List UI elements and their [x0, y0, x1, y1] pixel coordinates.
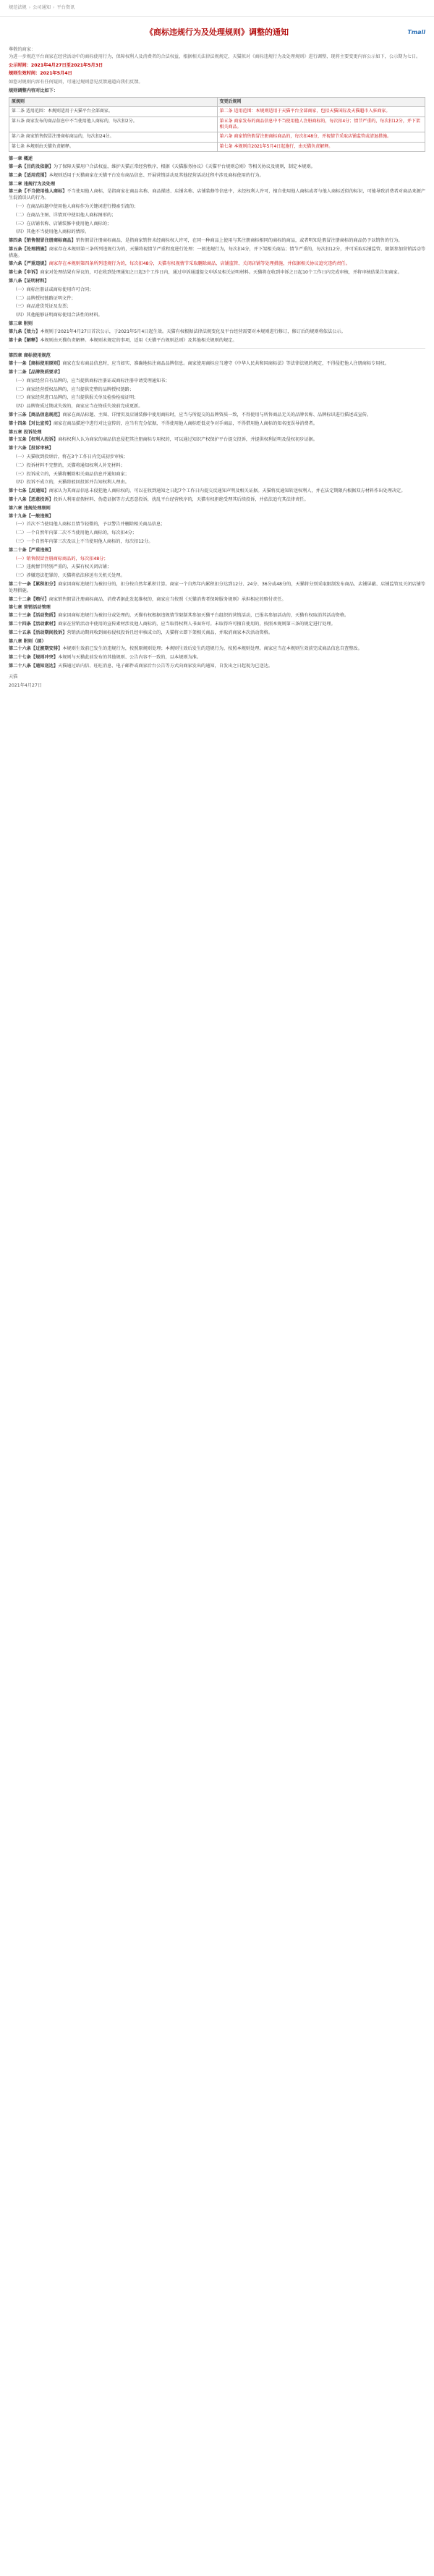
article-title: 第二十六条【过渡期安排】	[9, 646, 63, 652]
article-title: 第十五条【权利人投诉】	[9, 437, 59, 443]
chapter-title: 第一章 概述	[9, 156, 33, 162]
table-cell: 第五条 商家发布的商品信息中不当使用他人商标的，每次扣2分。	[9, 116, 218, 132]
signoff	[9, 674, 425, 690]
article-title: 第二十五条【活动期间投诉】	[9, 630, 67, 635]
article-title: 第七条【申诉】	[9, 270, 41, 276]
article-title: 第十七条【反通知】	[9, 488, 49, 494]
table-cell: 第七条 本规则由天猫负责解释。	[9, 142, 218, 151]
article-title: 第二十三条【活动资质】	[9, 613, 59, 619]
article-text: 销售假冒注册商标商品，是指商家销售未经商标权人许可，在同一种商品上使用与其注册商标相同的商标的商品，或者明知是假冒注册商标的商品仍予以销售的行为。	[75, 238, 403, 244]
list-item: （三）投诉成立的，天猫将删除相关商品信息并通知商家；	[13, 471, 129, 477]
notice-meta	[9, 47, 425, 86]
list-item: （一）在商品标题中使用他人商标作为关键词进行搜索引流的；	[13, 203, 139, 209]
table-cell: 第五条 商家发布的商品信息中不当使用他人注册商标的，每次扣4分；情节严重的，每次扣12分，并下架相关商品。	[217, 116, 425, 132]
article-title: 第二十八条【通知送达】	[9, 663, 59, 669]
breadcrumb-separator: ›	[28, 4, 31, 10]
breadcrumb-item[interactable]: 公司通知	[33, 4, 51, 10]
list-item: （二）投诉材料不完整的，天猫将通知权利人补充材料；	[13, 462, 125, 468]
list-item: （二）在商品主图、详情页中使用他人商标图形的；	[13, 212, 116, 218]
list-item: （三）涉嫌违法犯罪的，天猫将依法移送有关机关处理。	[13, 573, 125, 579]
article-title: 第六条【严重违规】	[9, 261, 49, 267]
article-text: 本规则由天猫负责解释。本规则未规定的事项，适用《天猫平台规则总则》及其他相关规则的规定。	[40, 337, 237, 343]
signoff-name: 天猫	[9, 674, 18, 679]
list-item: （三）商品进货凭证及发票；	[13, 304, 72, 310]
signoff-date: 2021年4月27日	[9, 682, 43, 688]
list-item: （三）一个自然年内第三次及以上不当使用他人商标的，每次扣12分。	[13, 538, 153, 544]
table-header-cell: 变更后规则	[217, 97, 425, 106]
list-item: （一）首次不当使用他人商标且情节轻微的，予以警告并删除相关商品信息；	[13, 522, 166, 528]
article-title: 第一条【目的及依据】	[9, 164, 54, 169]
article-title: 第三条【不当使用他人商标】	[9, 189, 67, 195]
intro-label: 尊敬的商家：	[9, 47, 36, 52]
table-cell: 第六条 商家销售假冒注册商标商品的，每次扣48分，并视情节采取店铺监管或清退措施。	[217, 132, 425, 142]
chapter-title: 第三章 附则	[9, 321, 33, 327]
list-item: （四）其他不当使用他人商标的情形。	[13, 229, 90, 235]
article	[0, 17, 434, 689]
list-item: （二）一个自然年内第二次不当使用他人商标的，每次扣4分；	[13, 530, 137, 536]
change-table	[9, 97, 425, 152]
chapter-title: 第八章 附则（续）	[9, 638, 46, 644]
list-item: （一）天猫收到投诉后，将在3个工作日内完成初步审核；	[13, 454, 128, 460]
page-title: 《商标违规行为及处理规则》调整的通知	[145, 27, 289, 37]
chapter-title: 第二章 违规行为及处理	[9, 181, 56, 187]
article-title: 第十一条【商标使用原则】	[9, 361, 63, 367]
list-item: （二）商家经营授权品牌的，应当提供完整的品牌授权链路；	[13, 386, 135, 392]
table-header-cell: 原规则	[9, 97, 218, 106]
article-title: 第二十一条【累积扣分】	[9, 581, 59, 587]
article-text: 本规则生效前已发生的违规行为，按照原规则处理；本规则生效后发生的违规行为，按照本规则处理。商家应当在本规则生效前完成商品信息自查整改。	[62, 646, 362, 652]
table-cell: 第六条 商家销售假冒注册商标商品的，每次扣24分。	[9, 132, 218, 142]
article-title: 第十条【解释】	[9, 337, 41, 343]
article-text: 商家存在本规则第四条所列违规行为的，每次扣48分，天猫有权视情节采取删除商品、店铺监管、关闭店铺等处理措施，并依据相关协议追究违约责任。	[48, 261, 350, 267]
brand-logo: Tmall	[407, 29, 425, 35]
article-title: 第二十四条【活动素材】	[9, 621, 59, 627]
article-text: 商家销售假冒注册商标商品，消费者据此发起维权的，商家应当按照《天猫消费者保障服务规则》承担相应的赔付责任。	[48, 596, 286, 602]
intro-text: 为进一步规范平台商家在经营活动中的商标使用行为，保障权利人及消费者的合法权益，根据相关法律法规规定，天猫拟对《商标违规行为及处理规则》进行调整，现将主要变更内容公示如下，公示期为七日。	[9, 54, 421, 59]
article-text: 商标权利人认为商家的商品信息侵犯其注册商标专用权的，可以通过知识产权保护平台提交投诉，并提供权利证明及侵权初步证据。	[58, 437, 318, 443]
publish-time: 公示时间：2021年4月27日至2021年5月3日	[9, 62, 103, 68]
divider	[9, 348, 425, 349]
article-text: 本规则适用于天猫商家在天猫平台发布商品信息、开展营销活动及其他经营活动过程中涉及商标使用的行为。	[48, 172, 264, 178]
article-title: 第十三条【商品信息规范】	[9, 412, 63, 418]
article-title: 第十九条【一般违规】	[9, 513, 54, 519]
list-item: （四）品牌资质过期或失效的，商家应当在资质失效前完成更新。	[13, 404, 143, 410]
article-text: 商家在商品描述中进行对比宣传的，应当有充分依据，不得使用他人商标贬低竞争对手商品，不得借用他人商标的知名度误导消费者。	[53, 420, 318, 426]
article-title: 第二十二条【赔付】	[9, 596, 49, 602]
article-text: 商家对处理结果有异议的，可在收到处理通知之日起3个工作日内，通过申诉通道提交申诉及相关证明材料。天猫将在收到申诉之日起10个工作日内完成审核，并将审核结果告知商家。	[40, 270, 402, 276]
table-cell: 第二条 适用范围：本规则适用于天猫平台全部商家，包括天猫国际及天猫超市入驻商家。	[217, 107, 425, 116]
breadcrumb-item[interactable]: 平台资讯	[56, 4, 75, 10]
chapter-title: 第四章 商标使用规范	[9, 353, 51, 359]
chapter-title: 第七章 营销活动管理	[9, 605, 51, 611]
breadcrumb	[0, 0, 434, 17]
article-title: 第八条【证明材料】	[9, 279, 49, 284]
article-text: 商家在商品标题、主图、详情页及店铺装修中使用商标时，应当与所提交的品牌资质一致，不得使用与所售商品无关的品牌名称、品牌标识进行描述或宣传。	[62, 412, 372, 418]
table-row	[9, 116, 425, 132]
list-item: （一）销售假冒注册商标商品的，每次扣48分；	[13, 556, 109, 562]
table-cell: 第二条 适用范围：本规则适用于天猫平台全部商家。	[9, 107, 218, 116]
article-title: 第四条【销售假冒注册商标商品】	[9, 238, 76, 244]
article-title: 第二十条【严重违规】	[9, 547, 54, 553]
article-text: 商家在发布商品信息时，应当如实、准确地标注商品品牌信息。商家使用商标应当遵守《中华人民共和国商标法》等法律法规的规定，不得侵犯他人注册商标专用权。	[62, 361, 389, 367]
article-text: 商家因商标违规行为被扣分的，扣分按自然年累积计算。商家一个自然年内累积扣分达到12分、24分、36分或48分的，天猫将分别采取限制发布商品、店铺屏蔽、店铺监管及关闭店铺等处理措施。	[9, 581, 425, 593]
table-row	[9, 132, 425, 142]
article-text: 商家认为其商品信息未侵犯他人商标权的，可以在收到通知之日起7个工作日内提交反通知声明及相关证据。天猫将反通知转送权利人，并在法定期限内根据双方材料作出处理决定。	[48, 488, 406, 494]
article-title: 第二十七条【规则冲突】	[9, 655, 59, 661]
table-cell: 第七条 本规则自2021年5月4日起施行，由天猫负责解释。	[217, 142, 425, 151]
article-text: 本规则与天猫此前发布的其他规则、公告内容不一致的，以本规则为准。	[58, 655, 202, 661]
title-row	[9, 21, 425, 47]
table-caption: 规则调整内容对比如下：	[9, 88, 59, 93]
article-title: 第二条【适用范围】	[9, 172, 49, 178]
article-title: 第十二条【品牌资质要求】	[9, 370, 63, 376]
article-text: 商家存在本规则第三条所列违规行为的，天猫将视情节严重程度进行处理：一般违规行为，每次扣4分，并下架相关商品；情节严重的，每次扣12分，并可采取店铺监管、限制参加营销活动等措施。	[9, 246, 426, 258]
article-text: 天猫通过站内信、旺旺消息、电子邮件或商家后台公告等方式向商家发出的通知，自发出之日起视为已送达。	[58, 663, 273, 669]
article-text: 营销活动期间收到商标侵权投诉且经审核成立的，天猫将立即下架相关商品，并取消商家本次活动资格。	[67, 630, 273, 635]
article-text: 不当使用他人商标，是指商家在商品名称、商品描述、店铺名称、店铺装修等信息中，未经权利人许可，擅自使用他人商标或者与他人商标近似的标识，可能导致消费者对商品来源产生混淆误认的行为。	[9, 189, 426, 201]
list-item: （二）违规情节特别严重的，天猫有权关闭店铺；	[13, 564, 112, 570]
list-item: （三）在店铺名称、店铺装修中使用他人商标的；	[13, 221, 112, 226]
list-item: （四）投诉不成立的，天猫将驳回投诉并告知权利人理由。	[13, 480, 129, 486]
article-text: 商家在营销活动中使用的宣传素材涉及他人商标的，应当取得权利人书面许可。未取得许可擅自使用的，按照本规则第三条的规定进行处理。	[58, 621, 336, 627]
effective-time: 规则生效时间：2021年5月4日	[9, 71, 72, 77]
list-item: （一）商家经营自有品牌的，应当提供商标注册证或商标注册申请受理通知书；	[13, 378, 170, 384]
chapter-title: 第五章 投诉处理	[9, 429, 42, 435]
list-item: （一）商标注册证或商标使用许可合同；	[13, 287, 94, 292]
article-title: 第十四条【对比宣传】	[9, 420, 54, 426]
list-item: （四）其他能够证明商标使用合法性的材料。	[13, 313, 103, 318]
table-row	[9, 107, 425, 116]
article-title: 第五条【处理措施】	[9, 246, 49, 252]
article-text: 为了保障天猫用户合法权益，维护天猫正常经营秩序，根据《天猫服务协议》《天猫平台规则总则》等相关协议及规则，制定本规则。	[53, 164, 315, 169]
article-title: 第九条【效力】	[9, 329, 41, 334]
article-title: 第十八条【恶意投诉】	[9, 497, 54, 502]
article-title: 第十六条【投诉审核】	[9, 446, 54, 452]
table-header-row	[9, 97, 425, 106]
contact-text: 如您对规则内容有任何疑问，可通过规则意见反馈通道向我们反馈。	[9, 80, 143, 85]
rule-body	[9, 156, 425, 670]
article-text: 投诉人利用虚假材料、伪造证据等方式恶意投诉，扰乱平台经营秩序的，天猫有权拒绝受理其后续投诉，并依法追究其法律责任。	[53, 497, 309, 502]
breadcrumb-separator: ›	[52, 4, 55, 10]
table-row	[9, 142, 425, 151]
chapter-title: 第六章 违规处理细则	[9, 505, 51, 511]
list-item: （二）品牌授权链路证明文件；	[13, 295, 76, 301]
article-text: 商家因商标违规行为被扣分或处理的，天猫有权根据违规情节限制其参加天猫平台组织的营销活动，已报名参加活动的，天猫有权取消其活动资格。	[58, 613, 349, 619]
article-text: 本规则于2021年4月27日首次公示，于2021年5月4日起生效。天猫有权根据法律法规变化及平台经营需要对本规则进行修订，修订后的规则将依法公示。	[40, 329, 346, 334]
list-item: （三）商家经营进口品牌的，应当提供报关单及检验检疫证明；	[13, 395, 139, 401]
breadcrumb-item[interactable]: 规范法规	[9, 4, 27, 10]
